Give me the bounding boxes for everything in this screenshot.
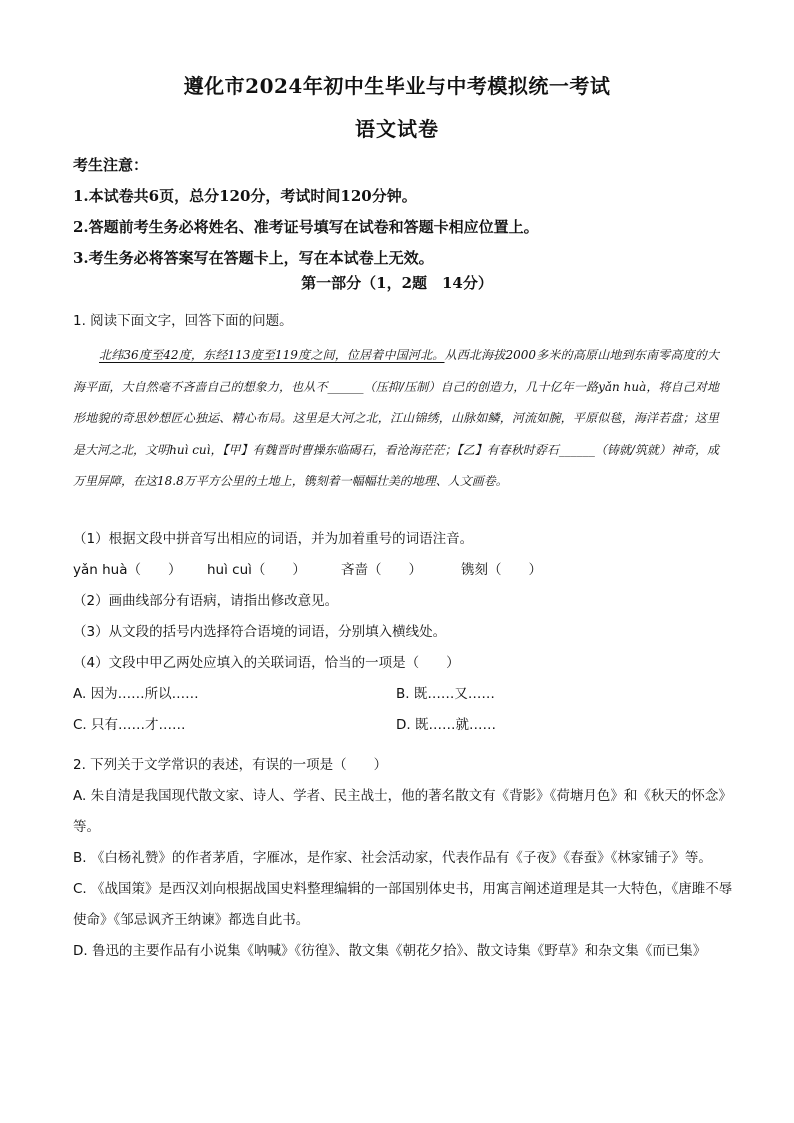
passage-text: 从西北海拔2000多米的高原山地到东南零高度的大海平面，大自然毫不吝啬自己的想象力，也从不______（压抑/压制）自己的创造力，几十亿年一路yǎn huà，将自己对地形地貌的奇思妙想匠心独运、精心布局。这里是大河之北，江山锦绣，山脉如鳞，河流如腕，平原似毯，海洋若盘；这里是大河之北，文明huì cuì，【甲】有魏晋时曹操东临碣石，看沧海茫茫；【乙】有春秋时孬石______（铸就/筑就）神奇，成万里屏障，在这18.8万平方公里的土地上，镌刻着一幅幅壮美的地理、人文画卷。 (73, 348, 719, 488)
notice-item: 1.本试卷共6页，总分120分，考试时间120分钟。 (73, 187, 417, 205)
question-1-subquestions (73, 524, 733, 741)
option-d: D. 鲁迅的主要作品有小说集《呐喊》《彷徨》、散文集《朝花夕拾》、散文诗集《野草》和杂文集《而已集》 (73, 943, 707, 959)
pinyin-item: huì cuì（ ） (207, 562, 306, 578)
option-c: C. 只有……才…… (73, 717, 186, 733)
options-row (73, 679, 733, 710)
option-d: D. 既……就…… (396, 717, 496, 733)
subquestion-4: （4）文段中甲乙两处应填入的关联词语，恰当的一项是（ ） (73, 655, 460, 671)
option-a: A. 朱自清是我国现代散文家、诗人、学者、民主战士，他的著名散文有《背影》《荷塘月色》和《秋天的怀念》等。 (73, 788, 732, 835)
pinyin-item: 镌刻（ ） (461, 562, 542, 578)
candidate-notice (73, 150, 733, 274)
pinyin-row (73, 555, 733, 586)
notice-heading: 考生注意： (73, 156, 149, 174)
subquestion-3: （3）从文段的括号内选择符合语境的词语，分别填入横线处。 (73, 624, 447, 640)
pinyin-item: 吝啬（ ） (341, 562, 422, 578)
reading-passage (73, 340, 719, 498)
subquestion-2: （2）画曲线部分有语病，请指出修改意见。 (73, 593, 339, 609)
pinyin-item: yǎn huà（ ） (73, 562, 182, 578)
notice-item: 3.考生务必将答案写在答题卡上，写在本试卷上无效。 (73, 249, 434, 267)
subquestion-1: （1）根据文段中拼音写出相应的词语，并为加着重号的词语注音。 (73, 531, 474, 547)
question-2 (73, 750, 733, 967)
option-b: B. 既……又…… (396, 686, 495, 702)
question-1-stem: 1. 阅读下面文字，回答下面的问题。 (73, 313, 293, 329)
section-heading: 第一部分（1，2题 14分） (301, 274, 493, 292)
options-row (73, 710, 733, 741)
underlined-sentence: 北纬36度至42度，东经113度至119度之间，位居着中国河北。 (99, 348, 445, 362)
option-b: B. 《白杨礼赞》的作者茅盾，字雁冰，是作家、社会活动家，代表作品有《子夜》《春蚕》《林家铺子》等。 (73, 850, 712, 866)
exam-subtitle: 语文试卷 (355, 117, 439, 141)
question-2-stem: 2. 下列关于文学常识的表述，有误的一项是（ ） (73, 757, 388, 773)
option-c: C. 《战国策》是西汉刘向根据战国史料整理编辑的一部国别体史书，用寓言阐述道理是其一大特色，《唐雎不辱使命》《邹忌讽齐王纳谏》都选自此书。 (73, 881, 733, 928)
exam-title: 遵化市2024年初中生毕业与中考模拟统一考试 (183, 74, 611, 98)
option-a: A. 因为……所以…… (73, 686, 199, 702)
notice-item: 2.答题前考生务必将姓名、准考证号填写在试卷和答题卡相应位置上。 (73, 218, 539, 236)
